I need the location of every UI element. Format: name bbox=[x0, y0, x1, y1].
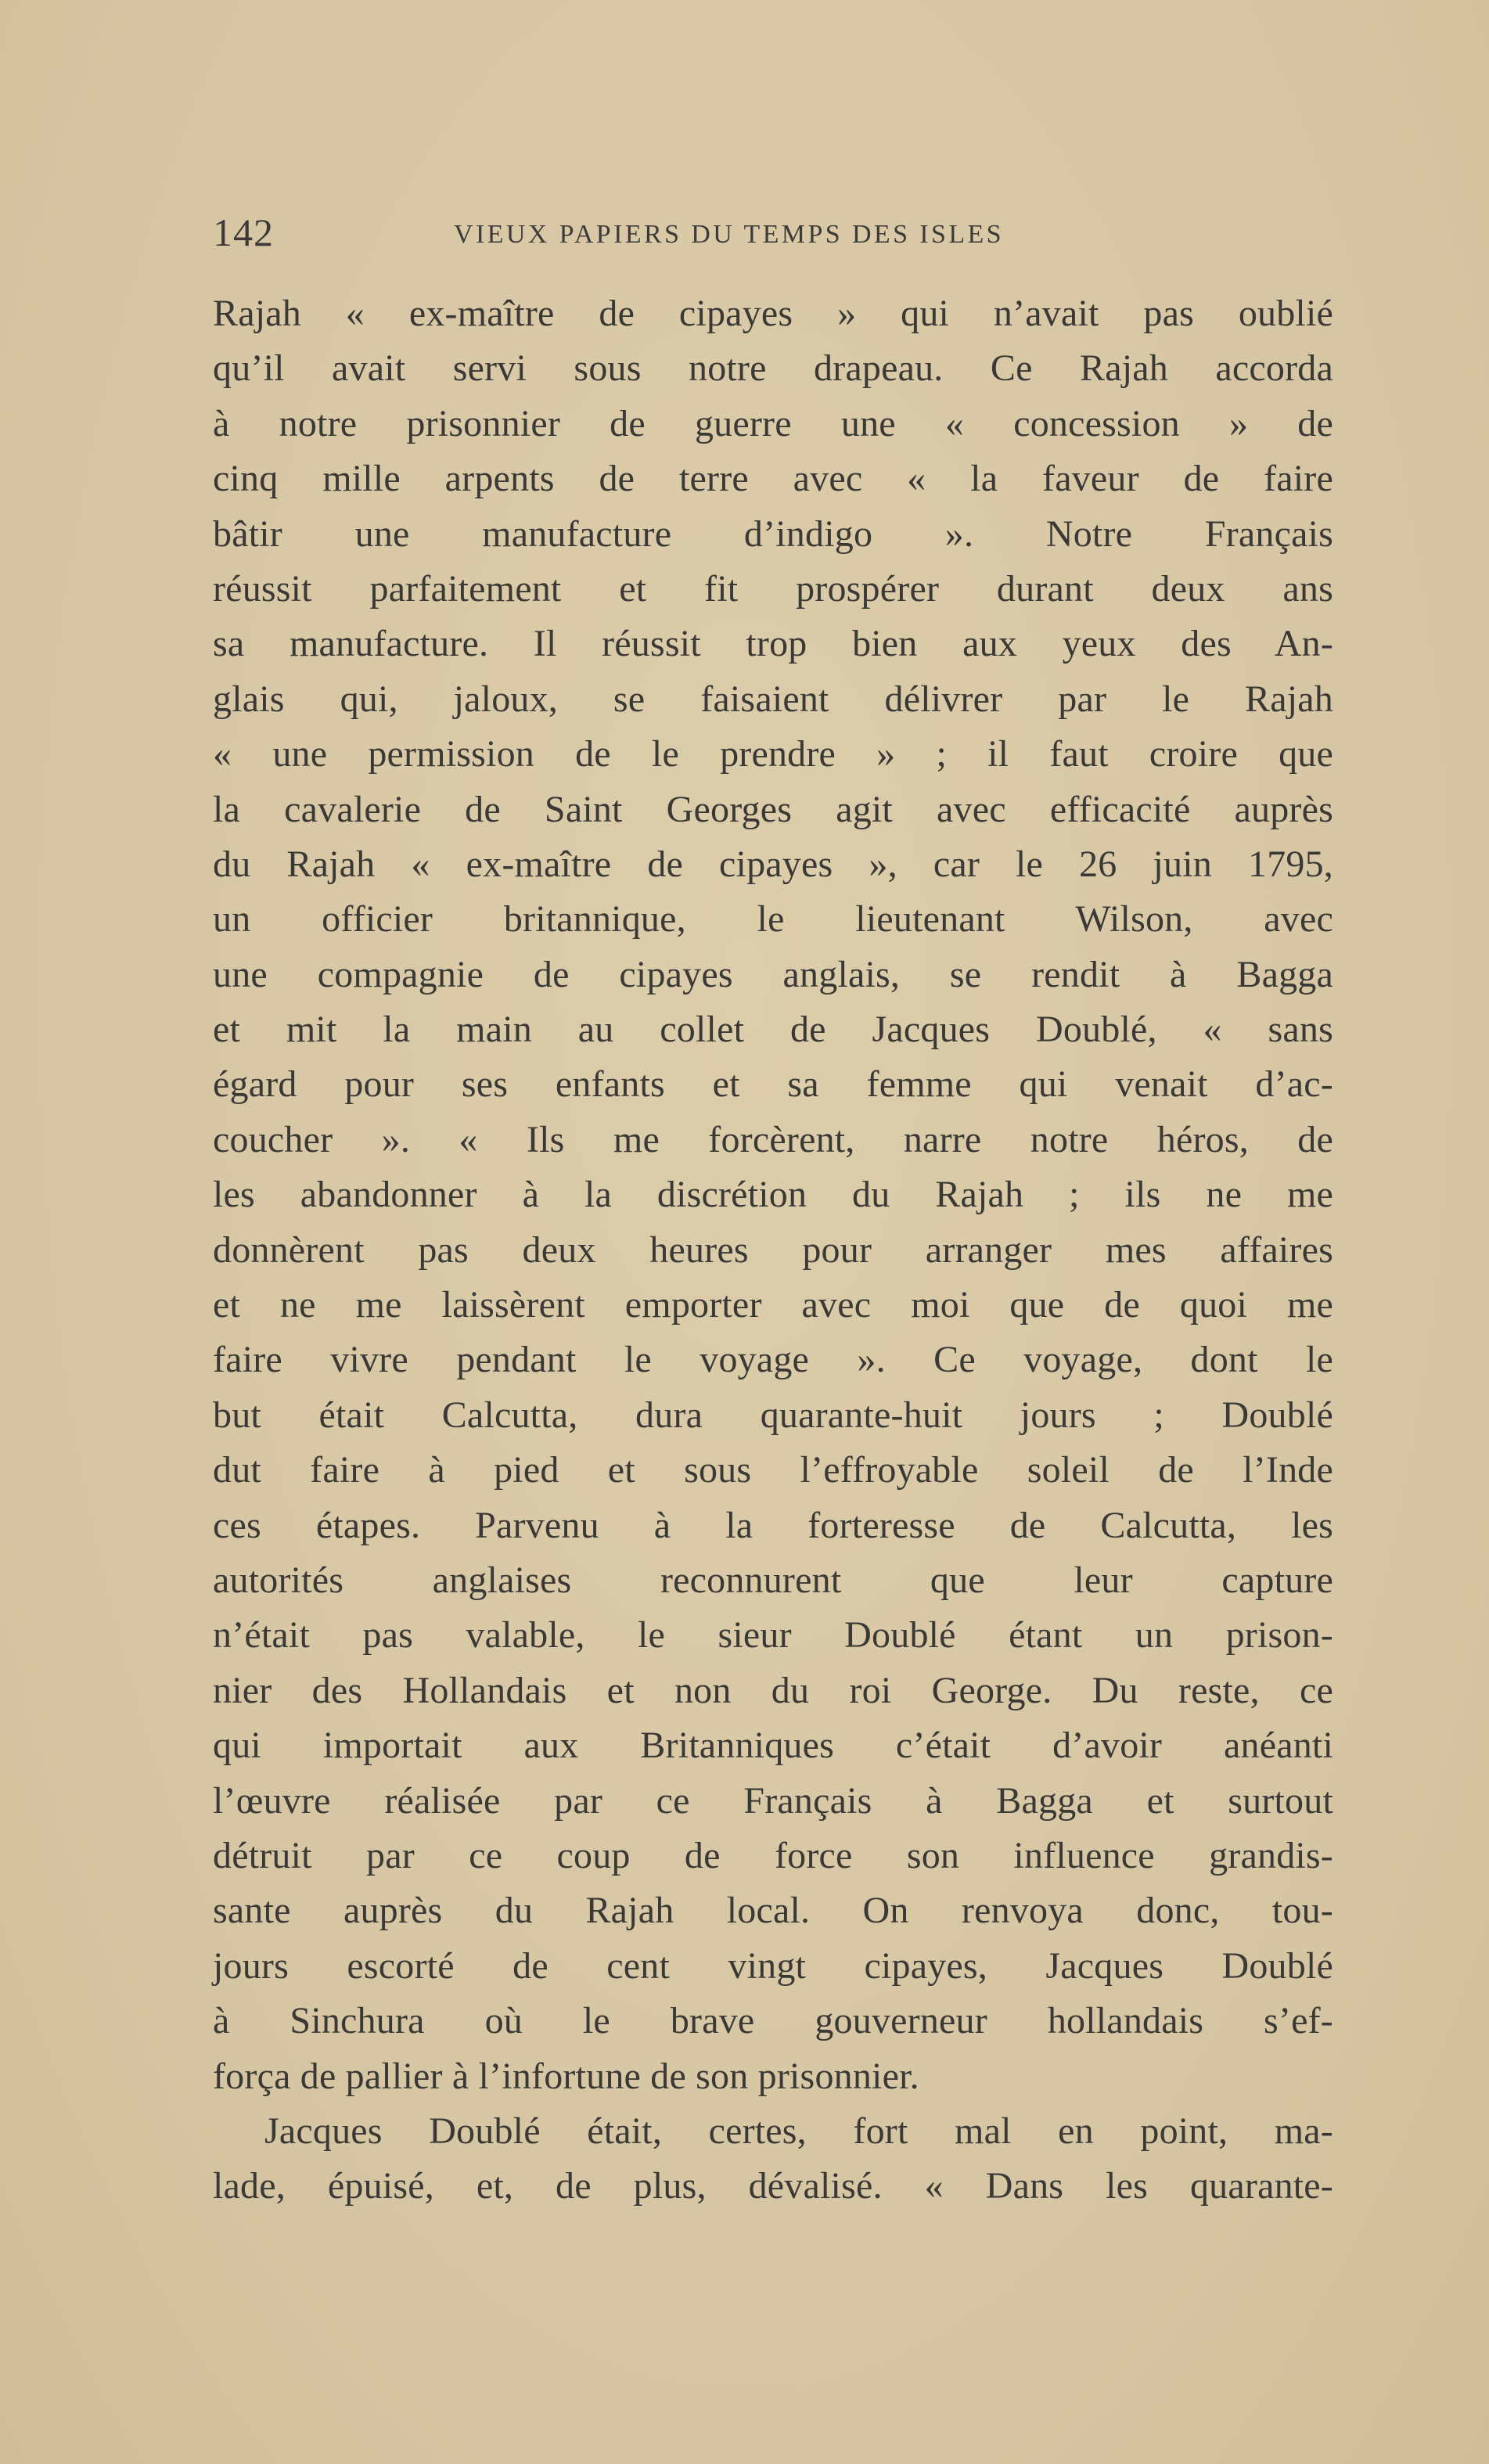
text-line: la cavalerie de Saint Georges agit avec efficacité auprès bbox=[213, 788, 1333, 830]
text-line: égard pour ses enfants et sa femme qui venait d’ac- bbox=[213, 1063, 1333, 1106]
text-line: ces étapes. Parvenu à la forteresse de Calcutta, les bbox=[213, 1504, 1333, 1546]
text-line: cinq mille arpents de terre avec « la faveur de faire bbox=[213, 458, 1333, 500]
text-line: à Sinchura où le brave gouverneur hollandais s’ef- bbox=[213, 2000, 1333, 2042]
text-line: força de pallier à l’infortune de son prisonnier. bbox=[213, 2055, 919, 2097]
text-line: lade, épuisé, et, de plus, dévalisé. « Dans les quarante- bbox=[213, 2165, 1333, 2207]
running-title: VIEUX PAPIERS DU TEMPS DES ISLES bbox=[454, 220, 1004, 249]
text-line: donnèrent pas deux heures pour arranger mes affaires bbox=[213, 1228, 1333, 1271]
text-line: jours escorté de cent vingt cipayes, Jacques Doublé bbox=[213, 1944, 1333, 1987]
text-line: sa manufacture. Il réussit trop bien aux yeux des An- bbox=[213, 623, 1333, 665]
text-line: glais qui, jaloux, se faisaient délivrer par le Rajah bbox=[213, 678, 1333, 720]
text-line: sante auprès du Rajah local. On renvoya donc, tou- bbox=[213, 1890, 1333, 1932]
text-line: but était Calcutta, dura quarante-huit jours ; Doublé bbox=[213, 1394, 1333, 1436]
text-line: Jacques Doublé était, certes, fort mal en point, ma- bbox=[264, 2110, 1333, 2152]
text-line: Rajah « ex-maître de cipayes » qui n’avait pas oublié bbox=[213, 293, 1333, 334]
running-head bbox=[213, 205, 1332, 260]
text-line: coucher ». « Ils me forcèrent, narre notre héros, de bbox=[213, 1118, 1333, 1160]
text-line: et mit la main au collet de Jacques Doublé, « sans bbox=[213, 1009, 1333, 1051]
text-line: qu’il avait servi sous notre drapeau. Ce Rajah accorda bbox=[213, 347, 1333, 390]
text-line: réussit parfaitement et fit prospérer durant deux ans bbox=[213, 567, 1333, 610]
body-text bbox=[213, 286, 1333, 2214]
text-line: « une permission de le prendre » ; il faut croire que bbox=[213, 733, 1333, 775]
text-line: détruit par ce coup de force son influence grandis- bbox=[213, 1834, 1333, 1876]
text-line: dut faire à pied et sous l’effroyable soleil de l’Inde bbox=[213, 1449, 1333, 1491]
text-line: autorités anglaises reconnurent que leur capture bbox=[213, 1559, 1333, 1601]
text-line: qui importait aux Britanniques c’était d’avoir anéanti bbox=[213, 1725, 1333, 1767]
page-number: 142 bbox=[213, 210, 274, 254]
text-line: faire vivre pendant le voyage ». Ce voyage, dont le bbox=[213, 1339, 1333, 1381]
text-line: bâtir une manufacture d’indigo ». Notre Français bbox=[213, 513, 1333, 555]
text-line: nier des Hollandais et non du roi George. Du reste, ce bbox=[213, 1669, 1333, 1711]
text-line: les abandonner à la discrétion du Rajah ; ils ne me bbox=[213, 1174, 1333, 1216]
text-line: un officier britannique, le lieutenant Wilson, avec bbox=[213, 898, 1333, 941]
text-line: l’œuvre réalisée par ce Français à Bagga et surtout bbox=[213, 1779, 1333, 1822]
text-line: et ne me laissèrent emporter avec moi que de quoi me bbox=[213, 1284, 1333, 1326]
text-line: une compagnie de cipayes anglais, se rendit à Bagga bbox=[213, 953, 1333, 995]
text-line: du Rajah « ex-maître de cipayes », car le 26 juin 1795, bbox=[213, 843, 1333, 885]
text-line: à notre prisonnier de guerre une « concession » de bbox=[213, 402, 1333, 444]
text-line: n’était pas valable, le sieur Doublé étant un prison- bbox=[213, 1614, 1333, 1656]
